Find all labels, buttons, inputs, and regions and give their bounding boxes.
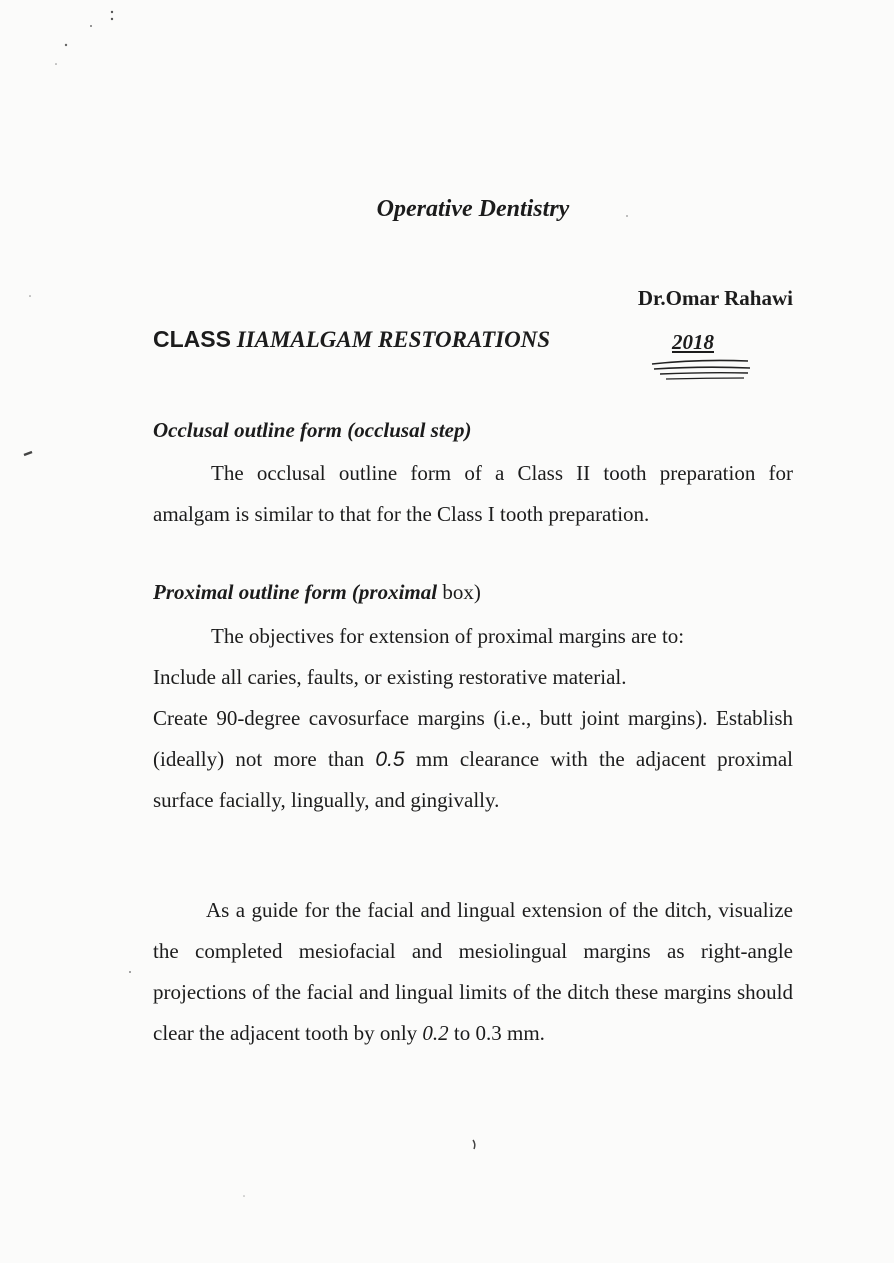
- occlusal-heading: Occlusal outline form (occlusal step): [153, 418, 472, 442]
- proximal-items-margins: [153, 698, 793, 821]
- title-class-word: CLASS: [153, 326, 231, 352]
- handwritten-underline-scribble: [648, 356, 758, 386]
- guide-text-after: mm.: [501, 1021, 545, 1045]
- clearance-value: 0.5: [375, 748, 405, 771]
- proximal-intro: The objectives for extension of proximal margins are to:: [211, 624, 685, 648]
- author-name: Dr.Omar Rahawi: [637, 286, 793, 310]
- course-title: Operative Dentistry: [376, 196, 570, 222]
- proximal-item-clearance-after: mm clearance with the adjacent proximal surface facially, lingually, and gingivally.: [153, 747, 793, 812]
- guide-value-low: 0.2: [422, 1021, 449, 1045]
- document-title: [153, 326, 550, 353]
- year: 2018: [672, 330, 714, 354]
- guide-text-before: As a guide for the facial and lingual extension of the ditch, visualize the completed mesiofacial and mesiolingual margins as right-angle projections of the facial and lingual limits of the ditch these margins should clear the adjacent tooth by only: [153, 898, 793, 1045]
- title-rest: AMALGAM RESTORATIONS: [254, 327, 551, 352]
- title-numeral: II: [236, 327, 255, 352]
- proximal-heading-plain: box): [437, 580, 481, 604]
- occlusal-paragraph: The occlusal outline form of a Class II tooth preparation for amalgam is similar to that for the Class I tooth preparation.: [153, 461, 793, 526]
- proximal-heading-italic: Proximal outline form (proximal: [153, 580, 438, 604]
- proximal-heading: [153, 580, 481, 605]
- guide-text-between: to: [448, 1021, 476, 1045]
- proximal-item-caries: Include all caries, faults, or existing restorative material.: [153, 665, 627, 689]
- proximal-item-cavosurface: Create 90-degree cavosurface margins (i.e., butt joint margins).: [153, 706, 708, 730]
- guide-paragraph: [153, 890, 793, 1054]
- proximal-item-clearance-before: Establish (ideally) not more than: [153, 706, 793, 771]
- guide-value-high: 0.3: [475, 1021, 502, 1045]
